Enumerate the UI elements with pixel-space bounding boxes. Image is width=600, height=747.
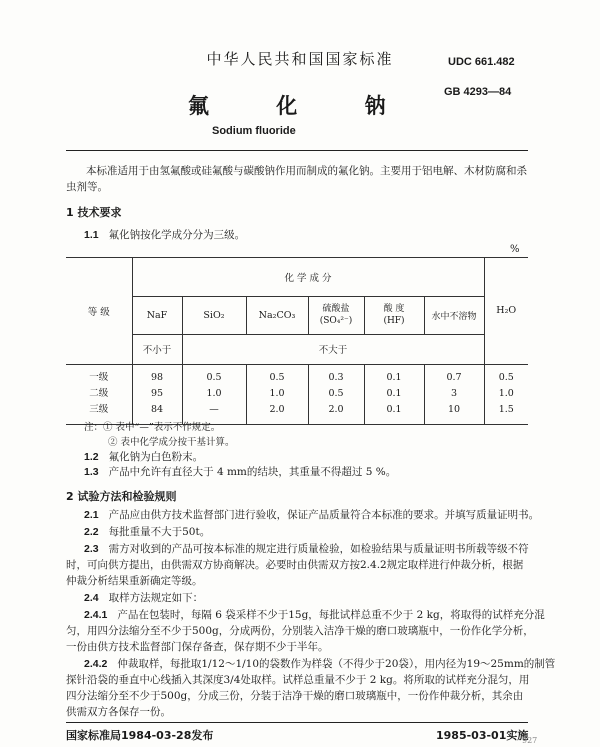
grade-header-cell — [66, 258, 132, 364]
cell-value: 1.0 — [206, 388, 222, 400]
grade-label: 二级 — [89, 388, 109, 400]
chem-composition-header: 化 学 成 分 — [284, 272, 332, 284]
composition-table — [66, 257, 528, 425]
cell-value: 1.5 — [498, 404, 514, 416]
percent-unit: % — [510, 244, 520, 255]
water-header-cell — [484, 258, 528, 364]
udc-code: UDC 661.482 — [448, 56, 515, 68]
note-2: ② 表中化学成分按干基计算。 — [108, 437, 235, 448]
cell-value: 2.0 — [269, 404, 285, 416]
intro-line-2: 虫剂等。 — [66, 181, 108, 193]
clause-number: 2.4 — [84, 592, 99, 604]
cell-value: — — [209, 404, 219, 416]
cell-value: 3 — [450, 388, 458, 400]
page-number: 927 — [522, 736, 538, 745]
clause-2-4-2-line-3: 四分法缩分至不少于500g，分成三份，分装于洁净干燥的磨口玻璃瓶中，一份作仲裁分析，其余由 — [66, 690, 524, 702]
clause-2-2 — [84, 524, 210, 540]
clause-text: 仲裁取样，每批取1/12～1/10的袋数作为样袋（不得少于20袋），用内径为19～25mm的制管 — [117, 658, 556, 670]
cell-value: 95 — [150, 388, 164, 400]
clause-2-3 — [84, 541, 529, 557]
col-header: 硫酸盐 (SO₄²⁻) — [308, 296, 364, 334]
clause-text: 每批重量不大于50t。 — [108, 526, 211, 538]
clause-number: 2.3 — [84, 543, 99, 555]
clause-2-4-1-line-3: 一份由供方技术监督部门保存备查，保存期不少于半年。 — [66, 641, 329, 653]
col-header: NaF — [132, 296, 182, 334]
clause-2-3-line-3: 仲裁分析结果重新确定等级。 — [66, 575, 203, 587]
clause-2-4-2-line-4: 供需双方各保存一份。 — [66, 706, 171, 718]
intro-line-1: 本标准适用于由氢氟酸或硅氟酸与碳酸钠作用而制成的氟化钠。主要用于铝电解、木材防腐和杀 — [86, 165, 527, 177]
clause-number: 2.2 — [84, 526, 99, 538]
chem-header-cell — [132, 258, 484, 296]
value-column — [132, 364, 182, 424]
clause-text: 产品应由供方技术监督部门进行验收，保证产品质量符合本标准的要求。并填写质量证明书。 — [108, 509, 540, 521]
cell-value: 0.5 — [206, 372, 222, 384]
gb-code: GB 4293—84 — [444, 86, 512, 98]
clause-number: 1.3 — [84, 466, 99, 478]
cell-value: 0.1 — [386, 388, 402, 400]
cell-value: 0.1 — [386, 372, 402, 384]
grade-column — [66, 364, 132, 424]
note-1: 注：① 表中“—”表示不作规定。 — [84, 422, 221, 433]
clause-2-4 — [84, 590, 203, 606]
clause-1-3 — [84, 464, 396, 480]
clause-1-2 — [84, 449, 203, 465]
clause-number: 2.4.1 — [84, 609, 108, 621]
cell-value: 0.5 — [328, 388, 344, 400]
grade-header: 等 级 — [87, 306, 110, 318]
clause-text: 氟化钠为白色粉末。 — [108, 451, 204, 463]
grade-label: 三级 — [89, 404, 109, 416]
cell-value: 2.0 — [328, 404, 344, 416]
clause-number: 1.2 — [84, 451, 99, 463]
document-title: 氟 化 钠 — [188, 94, 416, 118]
value-column — [182, 364, 246, 424]
col-header: Na₂CO₃ — [246, 296, 308, 334]
issue-date: 国家标准局1984-03-28发布 — [66, 729, 214, 742]
footer-rule — [66, 722, 528, 723]
cell-value: 0.1 — [386, 404, 402, 416]
cell-value: 0.5 — [498, 372, 514, 384]
value-column — [364, 364, 424, 424]
grade-label: 一级 — [89, 372, 109, 384]
cell-value: 1.0 — [498, 388, 514, 400]
clause-text: 取样方法规定如下： — [108, 592, 204, 604]
section-2-heading: 2 试验方法和检验规则 — [66, 490, 177, 503]
not-less-than-label: 不小于 — [132, 334, 182, 364]
clause-number: 2.4.2 — [84, 658, 108, 670]
cell-value: 10 — [447, 404, 461, 416]
clause-number: 2.1 — [84, 509, 99, 521]
col-header: 水中不溶物 — [424, 296, 484, 334]
value-column — [424, 364, 484, 424]
value-column — [308, 364, 364, 424]
section-1-heading: 1 技术要求 — [66, 206, 122, 219]
standard-org-title: 中华人民共和国国家标准 — [206, 50, 394, 68]
effective-date: 1985-03-01实施 — [436, 729, 529, 742]
clause-1-1 — [84, 227, 245, 243]
cell-value: 84 — [150, 404, 164, 416]
clause-text: 氟化钠按化学成分分为三级。 — [108, 229, 246, 241]
cell-value: 0.7 — [446, 372, 462, 384]
document-title-english: Sodium fluoride — [212, 125, 296, 137]
water-header: H₂O — [496, 305, 517, 317]
value-column — [484, 364, 528, 424]
cell-value: 98 — [150, 372, 164, 384]
col-header: SiO₂ — [182, 296, 246, 334]
clause-2-4-2-line-2: 探针沿袋的垂直中心线插入其深度3/4处取样。试样总重量不少于 2 kg。将所取的试样充分混匀，用 — [66, 674, 530, 686]
not-more-than-label: 不大于 — [182, 334, 484, 364]
clause-number: 1.1 — [84, 229, 99, 241]
clause-text: 产品在包装时，每隔 6 袋采样不少于15g，每批试样总重不少于 2 kg，将取得的试样充分混 — [117, 609, 545, 621]
cell-value: 0.5 — [269, 372, 285, 384]
clause-text: 需方对收到的产品可按本标准的规定进行质量检验，如检验结果与质量证明书所载等级不符 — [108, 543, 529, 555]
value-column — [246, 364, 308, 424]
clause-2-4-2 — [84, 656, 555, 672]
clause-2-1 — [84, 507, 539, 523]
clause-2-3-line-2: 时，可向供方提出，由供需双方协商解决。必要时由供需双方按2.4.2规定取样进行仲裁分析，根据 — [66, 559, 524, 571]
col-header: 酸 度 (HF) — [364, 296, 424, 334]
clause-text: 产品中允许有直径大于 4 mm的结块，其重量不得超过 5 %。 — [108, 466, 397, 478]
clause-2-4-1 — [84, 607, 545, 623]
clause-2-4-1-line-2: 匀，用四分法缩分至不少于500g，分成两份，分别装入洁净干燥的磨口玻璃瓶中，一份作化学分析， — [66, 625, 534, 637]
cell-value: 1.0 — [269, 388, 285, 400]
cell-value: 0.3 — [328, 372, 344, 384]
header-rule — [66, 150, 528, 151]
